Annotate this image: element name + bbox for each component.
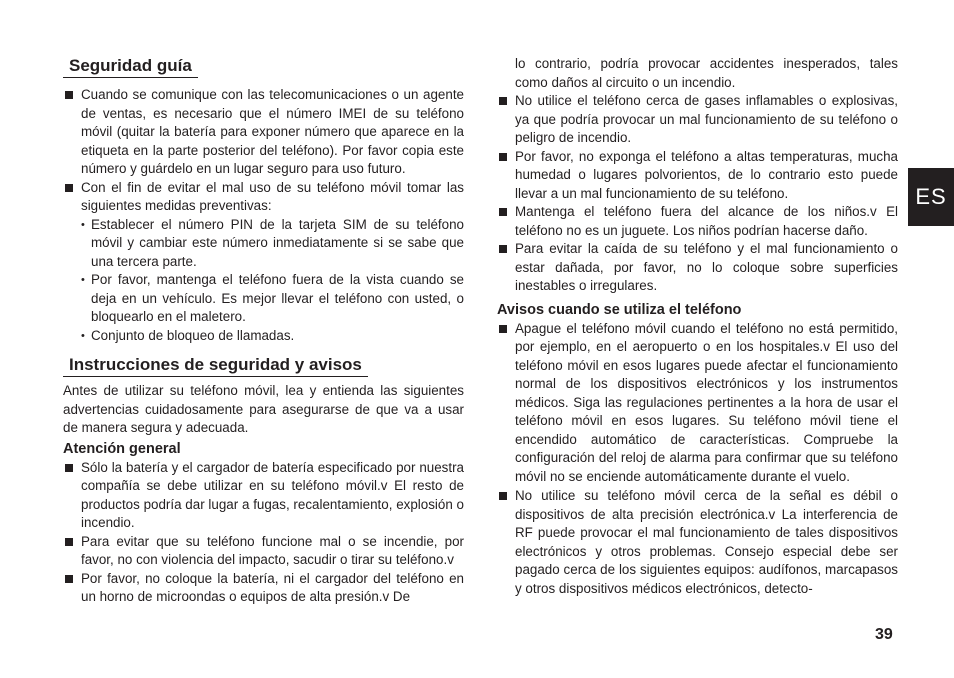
left-column	[63, 55, 464, 607]
heading-seguridad-guia: Seguridad guía	[63, 55, 198, 78]
atencion-list	[63, 459, 464, 607]
seguridad-list	[63, 86, 464, 216]
list-item: No utilice su teléfono móvil cerca de la señal es débil o dispositivos de alta precisión electrónica.v La interferencia de RF puede provocar el mal funcionamiento de tales dispositivos electrónicos y otros problemas. Consejo especial debe ser pagado cerca de los siguientes equipos: audífonos, marcapasos y otros dispositivos médicos electrónicos, detecto-	[497, 487, 898, 598]
list-item: Cuando se comunique con las telecomunicaciones o un agente de ventas, es necesario que el número IMEI de su teléfono móvil (quitar la batería para exponer número que aparece en la etiqueta en la parte posterior del teléfono). Por favor copia este número y guárdelo en un lugar seguro para uso futuro.	[63, 86, 464, 179]
list-item: No utilice el teléfono cerca de gases inflamables o explosivas, ya que podría provocar un mal funcionamiento de su teléfono o peligro de incendio.	[497, 92, 898, 148]
list-item: Para evitar la caída de su teléfono y el mal funcionamiento o estar dañada, por favor, no lo coloque sobre superficies inestables o irregulares.	[497, 240, 898, 296]
list-item: • Conjunto de bloqueo de llamadas.	[63, 327, 464, 346]
list-item: • Por favor, mantenga el teléfono fuera de la vista cuando se deja en un vehículo. Es mejor llevar el teléfono con usted, o bloquearlo en el maletero.	[63, 271, 464, 327]
list-item: Sólo la batería y el cargador de batería especificado por nuestra compañía se debe utilizar en su teléfono móvil.v El resto de productos podría dar lugar a fugas, recalentamiento, explosión o incendio.	[63, 459, 464, 533]
right-column	[497, 55, 898, 598]
intro-paragraph: Antes de utilizar su teléfono móvil, lea y entienda las siguientes advertencias cuidadosamente para asegurarse de que va a usar de manera segura y adecuada.	[63, 383, 464, 435]
general-warnings-list	[497, 92, 898, 296]
list-item: Apague el teléfono móvil cuando el teléfono no está permitido, por ejemplo, en el aeropuerto o en los hospitales.v El uso del teléfono móvil en esos lugares puede afectar el funcionamiento normal de los dispositivos electrónicos y los instrumentos médicos. Siga las regulaciones pertinentes a la hora de usar el teléfono móvil en esos lugares. Su teléfono móvil tiene el encendido automático de características. Compruebe la configuración del reloj de alarma para confirmar que su teléfono móvil no se enciende automáticamente durante el vuelo.	[497, 320, 898, 487]
heading-instrucciones: Instrucciones de seguridad y avisos	[63, 354, 368, 377]
heading-atencion-general: Atención general	[63, 440, 181, 457]
list-item: Por favor, no exponga el teléfono a altas temperaturas, mucha humedad o lugares polvorientos, de lo contrario esto puede llevar a un mal funcionamiento de su teléfono.	[497, 148, 898, 204]
list-item: Para evitar que su teléfono funcione mal o se incendie, por favor, no con violencia del impacto, sacudir o tirar su teléfono.v	[63, 533, 464, 570]
heading-avisos: Avisos cuando se utiliza el teléfono	[497, 301, 742, 318]
continuation-paragraph: lo contrario, podría provocar accidentes inesperados, tales como daños al circuito o un incendio.	[515, 56, 898, 90]
list-item: Con el fin de evitar el mal uso de su teléfono móvil tomar las siguientes medidas preventivas:	[63, 179, 464, 216]
language-tab: ES	[908, 168, 954, 226]
list-item: Por favor, no coloque la batería, ni el cargador del teléfono en un horno de microondas o equipos de alta presión.v De	[63, 570, 464, 607]
preventive-measures-list	[63, 216, 464, 346]
avisos-list	[497, 320, 898, 599]
list-item: • Establecer el número PIN de la tarjeta SIM de su teléfono móvil y cambiar este número inmediatamente si se sabe que una tercera parte.	[63, 216, 464, 272]
page-number: 39	[875, 626, 893, 643]
list-item: Mantenga el teléfono fuera del alcance de los niños.v El teléfono no es un juguete. Los niños podrían hacerse daño.	[497, 203, 898, 240]
